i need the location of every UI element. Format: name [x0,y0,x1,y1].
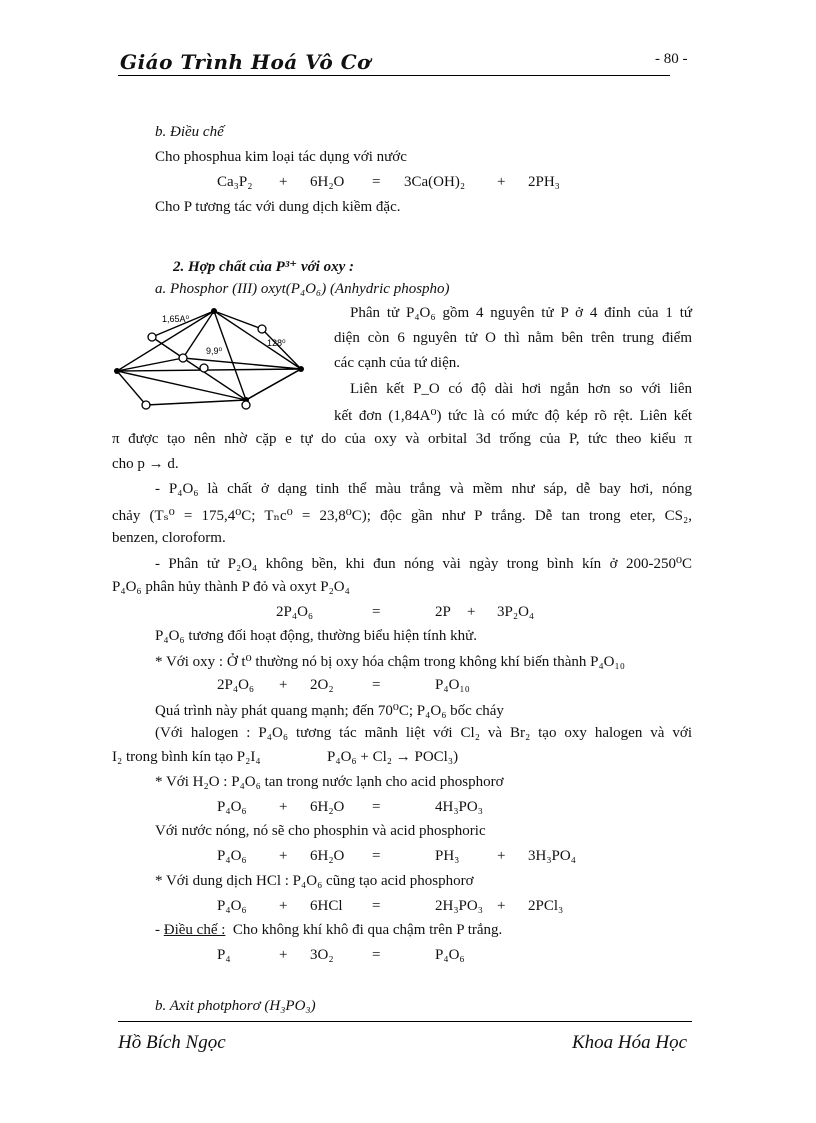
paragraph-line: (Với halogen : P₄O₆ tương tác mãnh liệt với Cl₂ và Br₂ tạo oxy halogen và với [155,725,692,741]
eq-term: 6H₂O [310,174,345,190]
eq-term: P₄O₁₀ [435,677,470,693]
paragraph-line: π được tạo nên nhờ cặp e tự do của oxy và orbital 3d trống của P, tức theo kiểu π [112,431,692,447]
paragraph-line: Liên kết P_O có độ dài hơi ngắn hơn so với liên [350,381,692,397]
o-atom [148,333,156,341]
eq-op: = [372,947,381,963]
prep-label: Điều chế : [163,922,226,938]
p-atom [114,368,120,374]
paragraph-line: Với nước nóng, nó sẽ cho phosphin và acid phosphoric [155,823,486,839]
paragraph-line: cho p → d. [112,456,179,472]
eq-op: + [279,677,288,693]
p-atom [211,308,217,314]
eq-term: P₄O₆ [217,848,247,864]
paragraph-line: - Phân tử P₂O₄ không bền, khi đun nóng vài ngày trong bình kín ở 200-250⁰C [155,556,692,572]
preparation-line [155,922,502,939]
paragraph-line: I₂ trong bình kín tạo P₂I₄ [112,749,261,765]
o-atom [179,354,187,362]
page-number: - 80 - [655,51,688,67]
eq-term: P₄O₆ [435,947,465,963]
eq-op: + [279,174,288,190]
bond [262,329,301,369]
bond [214,311,301,369]
eq-term: Ca₃P₂ [217,174,253,190]
eq-term: 2O₂ [310,677,334,693]
bond [246,369,301,400]
subsection-heading: a. Phosphor (III) oxyt(P₄O₆) (Anhydric phospho) [155,281,450,297]
paragraph-line: P₄O₆ tương đối hoạt động, thường biểu hiện tính khử. [155,628,477,644]
eq-op: + [497,848,506,864]
eq-op: + [279,947,288,963]
paragraph-line: * Với H₂O : P₄O₆ tan trong nước lạnh cho acid phosphorơ [155,774,504,790]
eq-term: 6H₂O [310,848,345,864]
eq-term: 2PCl₃ [528,898,564,914]
paragraph-line: diện còn 6 nguyên tử O thì nằm bên trên trung điểm [334,330,692,346]
bond [117,369,301,371]
eq-term: P₄ [217,947,231,963]
paragraph-line: P₄O₆ phân hủy thành P đỏ và oxyt P₂O₄ [112,579,350,595]
eq-op: + [279,799,288,815]
paragraph-line: chảy (Tₛ⁰ = 175,4⁰C; Tₙc⁰ = 23,8⁰C); độc gần như P trắng. Dễ tan trong eter, CS₂, [112,508,692,524]
bond [117,371,246,400]
eq-op: = [372,174,381,190]
eq-op: = [372,848,381,864]
paragraph-line: kết đơn (1,84A⁰) tức là có mức độ kép rõ rệt. Liên kết [334,408,692,424]
eq-term: 3H₃PO₄ [528,848,576,864]
angle-label: 128⁰ [267,338,286,348]
bond-length-label: 1,65A⁰ [162,314,190,324]
footer-author: Hồ Bích Ngọc [118,1032,226,1053]
o-atom [200,364,208,372]
text-line: Cho P tương tác với dung dịch kiềm đặc. [155,199,401,215]
eq-op: = [372,799,381,815]
paragraph-line: * Với oxy : Ở t⁰ thường nó bị oxy hóa chậm trong không khí biến thành P₄O₁₀ [155,654,625,670]
bond [183,358,246,400]
eq-term: P₄O₆ [217,898,247,914]
header-title: Giáo Trình Hoá Vô Cơ [120,50,371,74]
text-line: Cho phosphua kim loại tác dụng với nước [155,149,407,165]
eq-term: 2H₃PO₃ [435,898,483,914]
paragraph-line: * Với dung dịch HCl : P₄O₆ cũng tạo acid phosphorơ [155,873,474,889]
p4o6-structure-diagram [112,302,322,414]
eq-term: 2P₄O₆ [276,604,314,620]
paragraph-line: benzen, cloroform. [112,530,226,546]
bond [146,400,246,405]
eq-op: + [467,604,476,620]
o-atom [142,401,150,409]
eq-op: + [497,898,506,914]
eq-op: + [279,848,288,864]
subsection-heading: b. Điều chế [155,124,224,140]
paragraph-line: Phân tử P₄O₆ gồm 4 nguyên tử P ở 4 đỉnh của 1 tứ [350,305,692,321]
eq-op: = [372,604,381,620]
eq-term: 2PH₃ [528,174,560,190]
footer-department: Khoa Hóa Học [572,1032,688,1053]
eq-term: 2P [435,604,451,620]
eq-op: = [372,898,381,914]
prep-text: Cho không khí khô đi qua chậm trên P trắng. [232,922,503,938]
eq-op: + [497,174,506,190]
prep-dash: - [155,922,164,938]
subsection-heading: b. Axit photphorơ (H₃PO₃) [155,998,316,1014]
eq-term: 2P₄O₆ [217,677,255,693]
eq-term: PH₃ [435,848,460,864]
eq-term: 3P₂O₄ [497,604,535,620]
eq-term: P₄O₆ [217,799,247,815]
o-atom [242,401,250,409]
eq-term: 3O₂ [310,947,334,963]
eq-term: 6HCl [310,898,343,914]
angle-label: 9,9⁰ [206,346,223,356]
paragraph-line: Quá trình này phát quang mạnh; đến 70⁰C; P₄O₆ bốc cháy [155,703,504,719]
eq-term: 6H₂O [310,799,345,815]
eq-op: + [279,898,288,914]
reaction-inline: P₄O₆ + Cl₂ → POCl₃) [327,749,459,765]
p-atom [298,366,304,372]
paragraph-line: - P₄O₆ là chất ở dạng tinh thể màu trắng và mềm như sáp, dễ bay hơi, nóng [155,481,692,497]
footer-rule [118,1021,692,1022]
o-atom [258,325,266,333]
paragraph-line: các cạnh của tứ diện. [334,355,460,371]
eq-term: 3Ca(OH)₂ [404,174,466,190]
eq-term: 4H₃PO₃ [435,799,483,815]
eq-op: = [372,677,381,693]
section-heading: 2. Hợp chất của P³⁺ với oxy : [173,259,354,275]
header-rule [118,75,670,76]
